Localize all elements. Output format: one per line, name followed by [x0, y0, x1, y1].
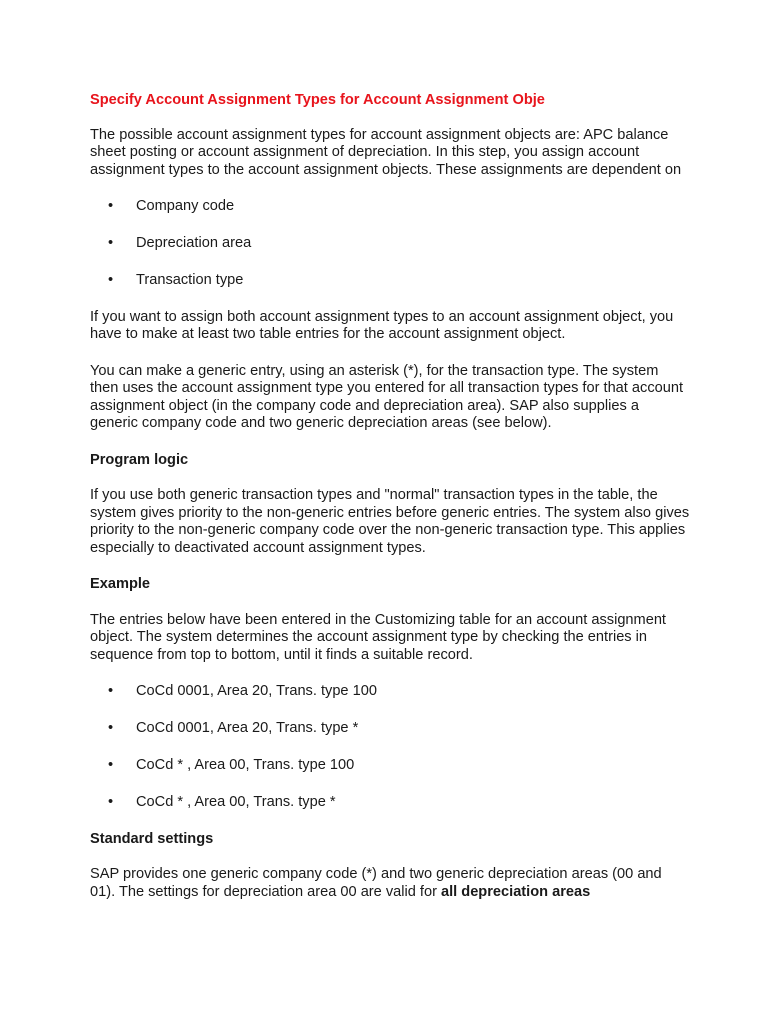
standard-settings-heading: Standard settings [90, 830, 214, 847]
list-item-text: CoCd 0001, Area 20, Trans. type 100 [136, 683, 377, 699]
list-item-text: CoCd * , Area 00, Trans. type * [136, 794, 336, 810]
list-item [90, 757, 690, 775]
document-page [90, 92, 690, 920]
program-logic-paragraph: If you use both generic transaction types and "normal" transaction types in the table, the system gives priority to the non-generic entries before generic entries. The system also gives priority to the non-generic company code over the non-generic transaction type. This applies especially to deactivated account assignment types. [90, 487, 690, 556]
bullet-icon: • [108, 198, 114, 214]
dependency-list [90, 198, 690, 290]
document-title: Specify Account Assignment Types for Account Assignment Obje [90, 92, 545, 108]
standard-settings-text: SAP provides one generic company code (*) and two generic depreciation areas (00 and 01). The settings for depreciation area 00 are valid for [90, 866, 662, 900]
example-entries-list [90, 683, 690, 812]
standard-settings-bold-text: all depreciation areas [441, 883, 591, 900]
list-item [90, 235, 690, 253]
bullet-icon: • [108, 235, 114, 251]
list-item-text: Company code [136, 198, 235, 214]
bullet-icon: • [108, 683, 114, 699]
list-item [90, 683, 690, 701]
list-item-text: CoCd 0001, Area 20, Trans. type * [136, 720, 359, 736]
list-item [90, 198, 690, 216]
both-types-paragraph: If you want to assign both account assignment types to an account assignment object, you have to make at least two table entries for the account assignment object. [90, 308, 674, 342]
bullet-icon: • [108, 720, 114, 736]
example-paragraph: The entries below have been entered in the Customizing table for an account assignment object. The system determines the account assignment type by checking the entries in sequence from top to bottom, until it finds a suitable record. [90, 611, 666, 663]
list-item-text: Depreciation area [136, 235, 252, 251]
list-item [90, 272, 690, 290]
example-heading: Example [90, 576, 151, 592]
standard-settings-paragraph [90, 866, 690, 901]
generic-entry-paragraph: You can make a generic entry, using an asterisk (*), for the transaction type. The system then uses the account assignment type you entered for all transaction types for that account assignment object (in the company code and depreciation area). SAP also supplies a generic company code and two generic depreciation areas (see below). [90, 362, 684, 431]
list-item-text: Transaction type [136, 272, 244, 288]
list-item [90, 794, 690, 812]
bullet-icon: • [108, 272, 114, 288]
bullet-icon: • [108, 794, 114, 810]
intro-paragraph: The possible account assignment types for account assignment objects are: APC balance sheet posting or account assignment of depreciation. In this step, you assign account assignment types to the account assignment objects. These assignments are dependent on [90, 126, 682, 178]
list-item-text: CoCd * , Area 00, Trans. type 100 [136, 757, 355, 773]
bullet-icon: • [108, 757, 114, 773]
program-logic-heading: Program logic [90, 451, 189, 468]
list-item [90, 720, 690, 738]
